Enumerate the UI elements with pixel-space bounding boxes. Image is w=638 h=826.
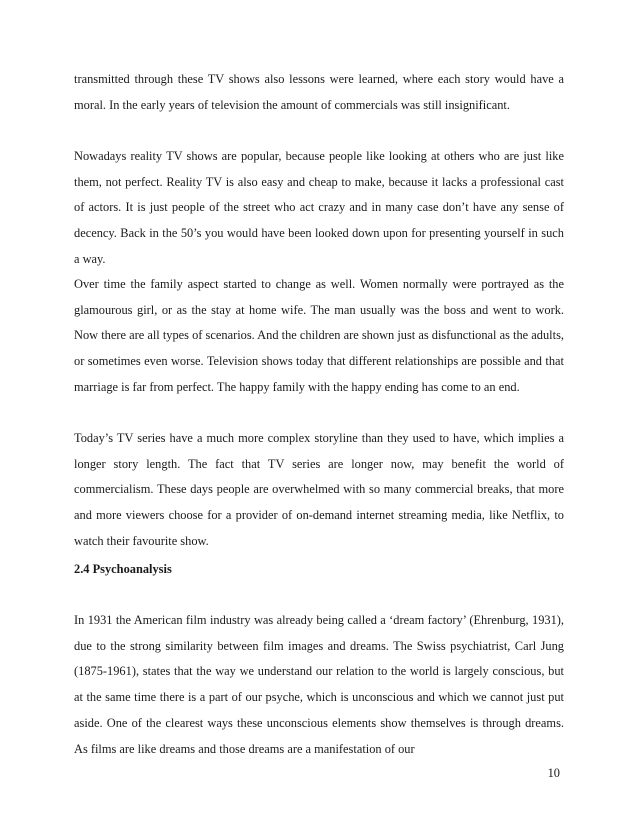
paragraph-2: Nowadays reality TV shows are popular, because people like looking at others who are just like them, not perfect. Reality TV is also easy and cheap to make, because it lacks a professional cast of actors. It is just people of the street who act crazy and in many case don’t have any sense of decency. Back in the 50’s you would have been looked down upon for presenting yourself in such a way. xyxy=(74,149,564,266)
section-paragraph: In 1931 the American film industry was already being called a ‘dream factory’ (Ehrenburg, 1931), due to the strong similarity between film images and dreams. The Swiss psychiatrist, Carl Jung (1875-1961), states that the way we understand our relation to the world is largely conscious, but at the same time there is a part of our psyche, which is unconscious and which we cannot just put aside. One of the clearest ways these unconscious elements show themselves is through dreams. As films are like dreams and those dreams are a manifestation of our xyxy=(74,613,564,756)
page-number: 10 xyxy=(547,766,560,780)
section-heading-block xyxy=(74,557,564,583)
paragraph-4-block xyxy=(74,426,564,555)
section-paragraph-block xyxy=(74,608,564,762)
paragraph-1: transmitted through these TV shows also lessons were learned, where each story would have a moral. In the early years of television the amount of commercials was still insignificant. xyxy=(74,72,564,112)
section-heading: 2.4 Psychoanalysis xyxy=(74,562,172,576)
paragraph-4: Today’s TV series have a much more complex storyline than they used to have, which implies a longer story length. The fact that TV series are longer now, may benefit the world of commercialism. These days people are overwhelmed with so many commercial breaks, that more and more viewers choose for a provider of on-demand internet streaming media, like Netflix, to watch their favourite show. xyxy=(74,431,564,548)
paragraph-1-block xyxy=(74,67,564,118)
paragraph-3-block xyxy=(74,272,564,401)
paragraph-3: Over time the family aspect started to change as well. Women normally were portrayed as the glamourous girl, or as the stay at home wife. The man usually was the boss and went to work. Now there are all types of scenarios. And the children are shown just as disfunctional as the adults, or sometimes even worse. Television shows today that different relationships are possible and that marriage is far from perfect. The happy family with the happy ending has come to an end. xyxy=(74,277,564,394)
paragraph-2-block xyxy=(74,144,564,273)
